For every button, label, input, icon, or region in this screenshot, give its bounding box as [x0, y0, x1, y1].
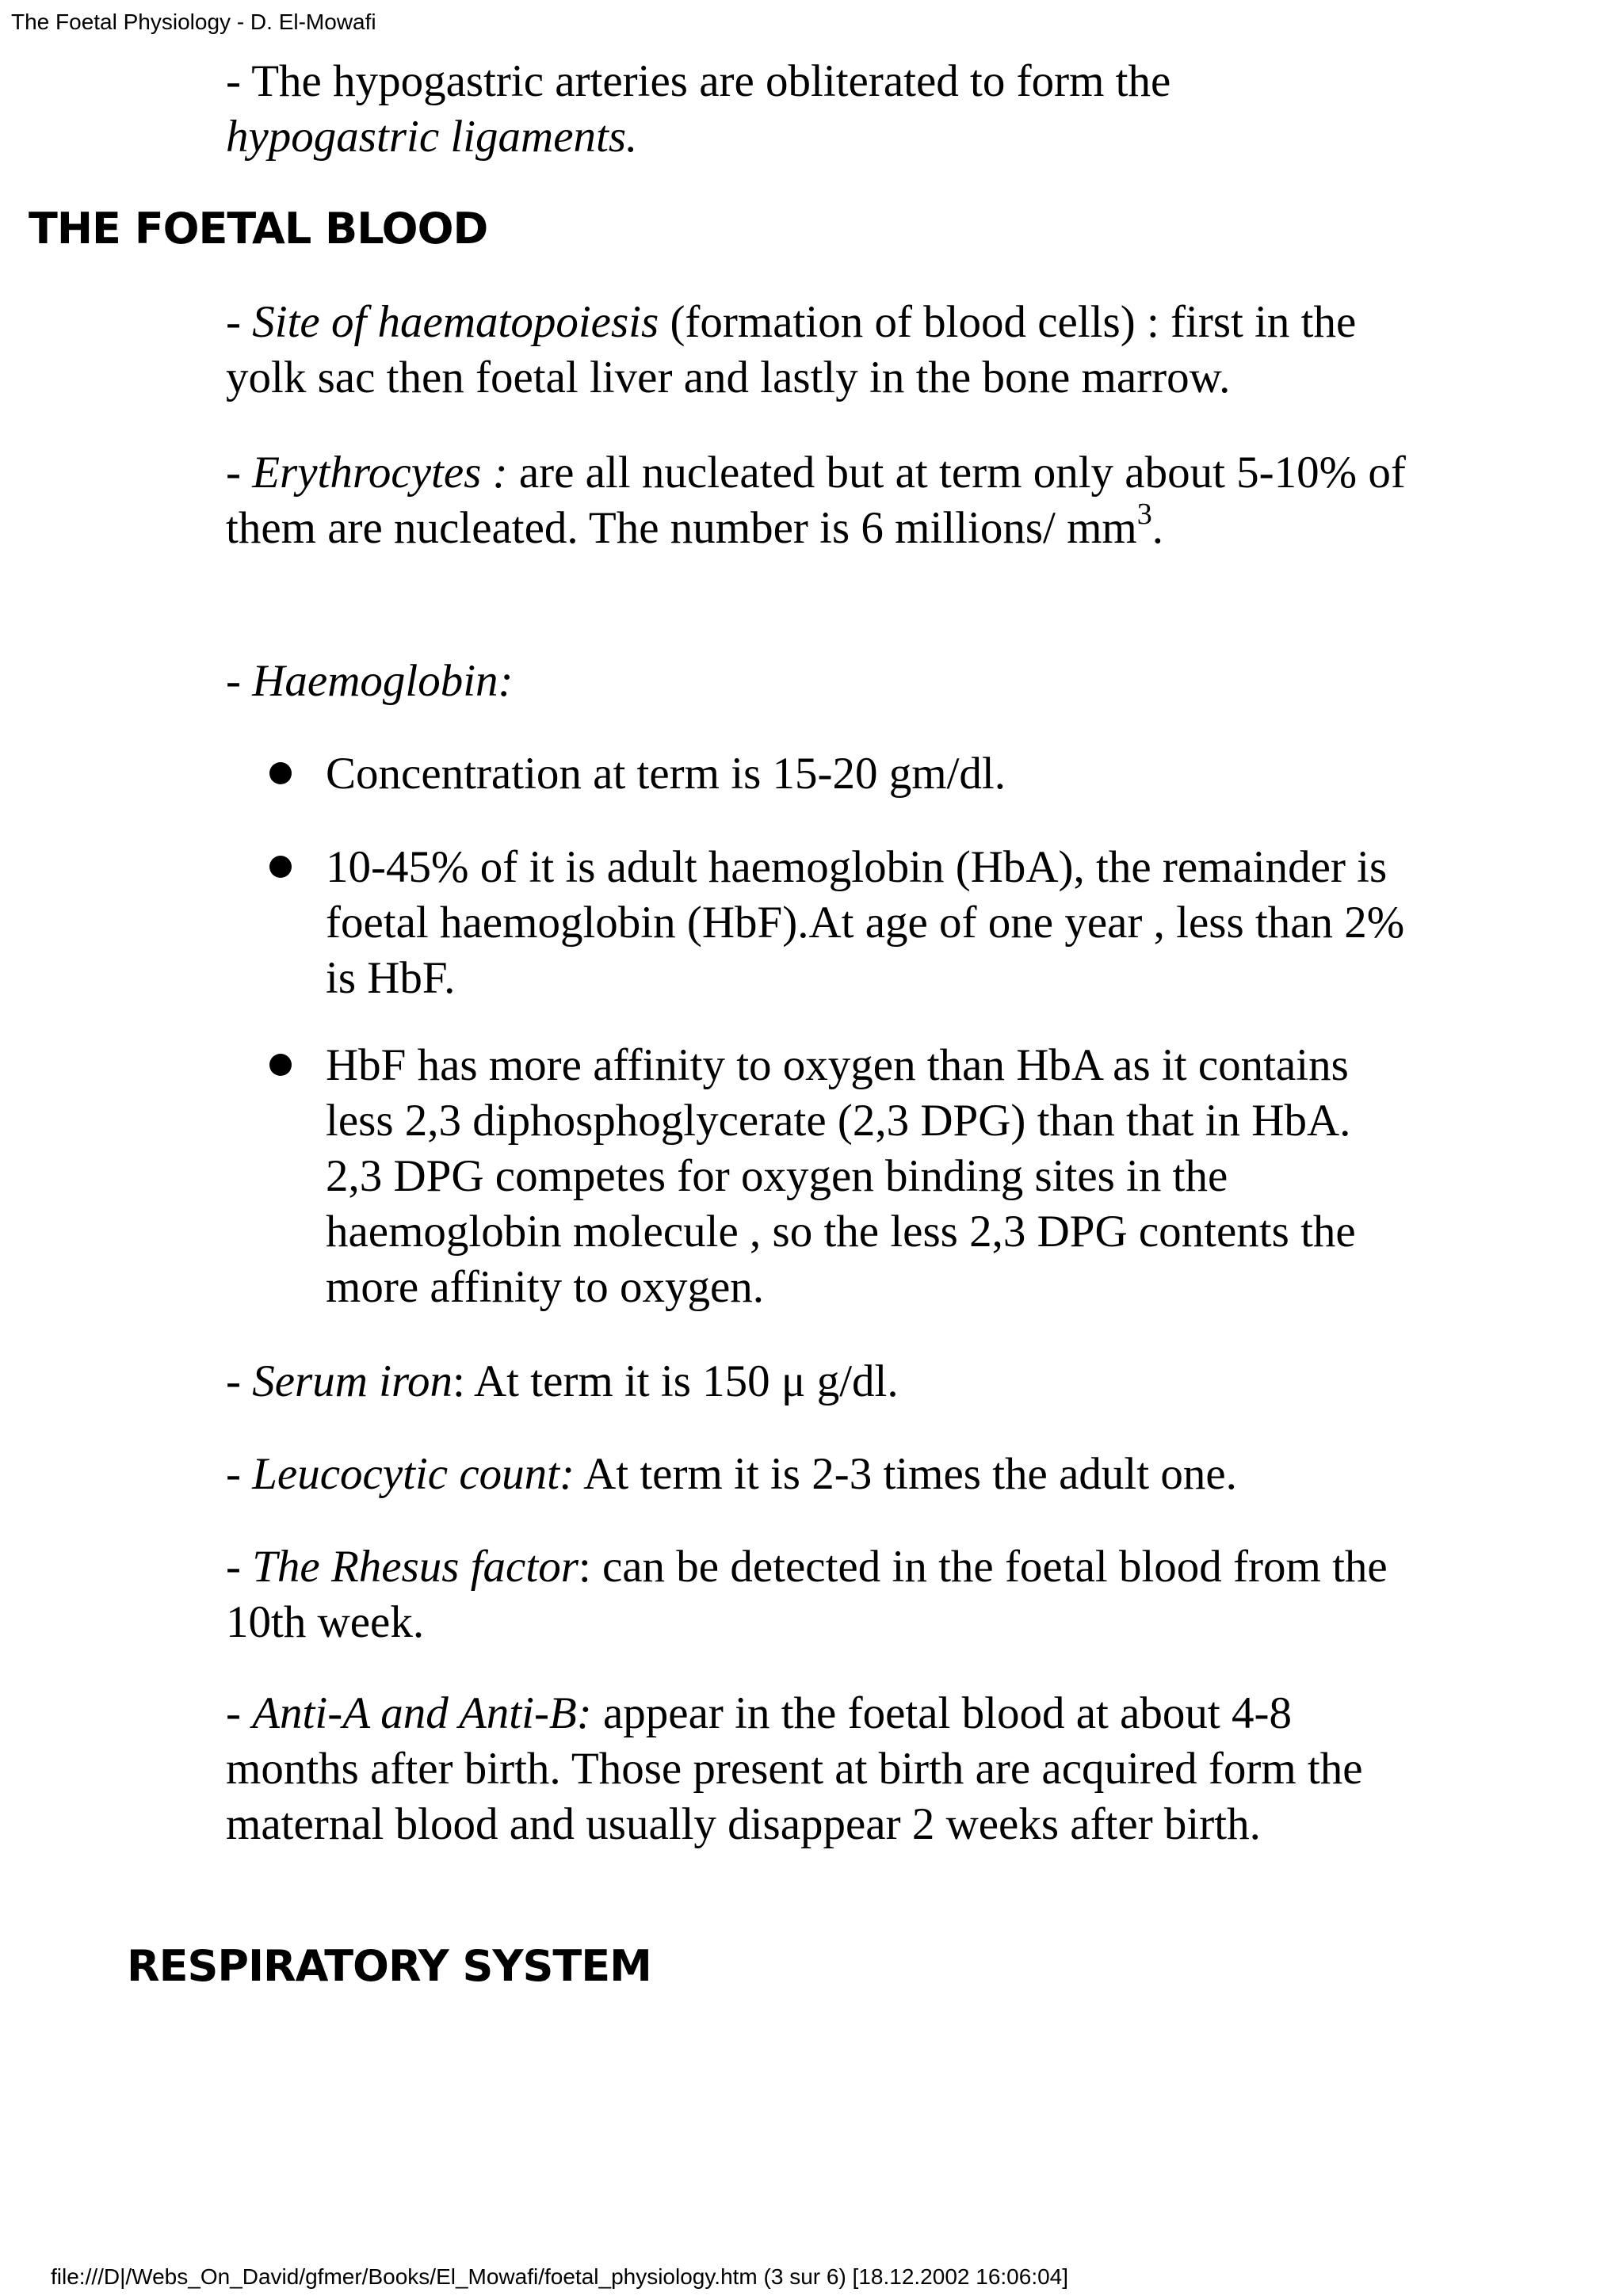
intro-paragraph: [226, 54, 1430, 165]
page-header-title: The Foetal Physiology - D. El-Mowafi: [11, 10, 376, 34]
list-item: [269, 840, 1411, 1006]
leucocytic-term: Leucocytic count:: [252, 1449, 575, 1499]
section-heading-respiratory-system: RESPIRATORY SYSTEM: [127, 1941, 651, 1991]
list-item: [269, 1038, 1411, 1315]
anti-ab-text: appear in the foetal blood at about 4-8 months after birth. Those present at birth are acquired form the maternal blood and usually disappear 2 weeks after birth.: [226, 1688, 1363, 1849]
haemoglobin-term: Haemoglobin:: [252, 656, 514, 706]
dash: -: [226, 656, 253, 706]
intro-italic-term: hypogastric ligaments.: [226, 112, 638, 162]
dash: -: [226, 1542, 253, 1592]
erythrocytes-term: Erythrocytes :: [252, 448, 508, 498]
page-footer-url: file:///D|/Webs_On_David/gfmer/Books/El_Mowafi/foetal_physiology.htm (3 sur 6) [18.12.2002 16:06:04]: [51, 2264, 1069, 2289]
superscript: 3: [1136, 498, 1152, 531]
leucocytic-text: At term it is 2-3 times the adult one.: [574, 1449, 1237, 1499]
dash: -: [226, 297, 253, 347]
bullet-icon: [269, 1054, 292, 1076]
haematopoiesis-paragraph: [226, 295, 1430, 406]
haematopoiesis-text: (formation of blood cells) : first in the yolk sac then foetal liver and lastly in the bone marrow.: [226, 297, 1357, 402]
serum-iron-text: : At term it is 150 μ g/dl.: [453, 1356, 899, 1406]
bullet-icon: [269, 856, 292, 878]
dash: -: [226, 1688, 253, 1738]
rhesus-paragraph: [226, 1539, 1430, 1650]
haematopoiesis-term: Site of haematopoiesis: [252, 297, 659, 347]
anti-ab-term: Anti-A and Anti-B:: [252, 1688, 592, 1738]
rhesus-term: The Rhesus factor: [252, 1542, 579, 1592]
rhesus-text: : can be detected in the foetal blood from the 10th week.: [226, 1542, 1388, 1647]
section-heading-foetal-blood: THE FOETAL BLOOD: [29, 204, 488, 254]
dash: -: [226, 448, 253, 498]
period: .: [1151, 503, 1164, 553]
leucocytic-paragraph: [226, 1447, 1430, 1502]
list-item: [269, 746, 1411, 802]
list-item-text: Concentration at term is 15-20 gm/dl.: [326, 749, 1006, 799]
serum-iron-term: Serum iron: [252, 1356, 453, 1406]
erythrocytes-paragraph: [226, 445, 1430, 556]
intro-text: - The hypogastric arteries are obliterated to form the: [226, 56, 1171, 106]
anti-ab-paragraph: [226, 1686, 1430, 1852]
dash: -: [226, 1449, 253, 1499]
bullet-icon: [269, 762, 292, 784]
list-item-text: HbF has more affinity to oxygen than HbA as it contains less 2,3 diphosphoglycerate (2,3 DPG) than that in HbA. 2,3 DPG competes for oxygen binding sites in the haemoglobin molecule , so the less 2,3 DPG contents the more affinity to oxygen.: [326, 1040, 1356, 1312]
list-item-text: 10-45% of it is adult haemoglobin (HbA), the remainder is foetal haemoglobin (HbF).At age of one year , less than 2% is HbF.: [326, 842, 1405, 1003]
haemoglobin-paragraph: [226, 654, 1430, 709]
dash: -: [226, 1356, 253, 1406]
serum-iron-paragraph: [226, 1354, 1430, 1409]
erythrocytes-text: are all nucleated but at term only about 5-10% of them are nucleated. The number is 6 millions/ mm: [226, 448, 1406, 553]
